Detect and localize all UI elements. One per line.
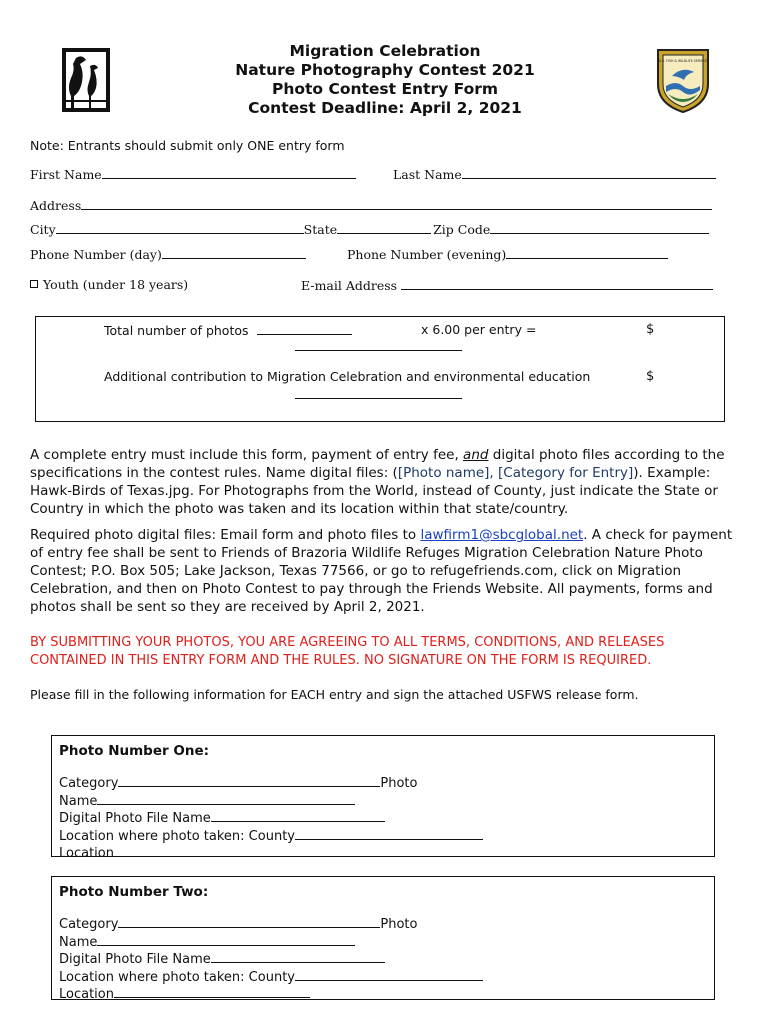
phone-day-label: Phone Number (day)	[30, 247, 162, 262]
contribution-dollar-sign: $	[646, 369, 655, 384]
title-line-1: Migration Celebration	[289, 42, 481, 60]
last-name-line[interactable]	[462, 166, 716, 179]
warning-line-1: BY SUBMITTING YOUR PHOTOS, YOU ARE AGREEING TO ALL TERMS, CONDITIONS, AND RELEASES	[30, 635, 665, 650]
email-line[interactable]	[401, 277, 713, 290]
entry-two-photo-label: Photo	[380, 917, 418, 932]
entry-one-fields	[59, 774, 709, 862]
entry-two-category-label: Category	[59, 917, 119, 932]
note-text: Note: Entrants should submit only ONE entry form	[30, 138, 345, 153]
entry-one-category-label: Category	[59, 776, 119, 791]
entry-two-county-line[interactable]	[295, 968, 483, 981]
last-name-field[interactable]	[393, 166, 716, 182]
p2-text-b: . A check for payment of entry fee shall be sent to Friends of Brazoria Wildlife Refuges Migration Celebration Nature Photo Contest; P.O. Box 505; Lake Jackson, Texas 77566, or go to refugefriends.com, click on Migration Celebration, and then on Photo Contest to pay through the Friends Website. All payments, forms and photos shall be sent so they are received by April 2, 2021.	[30, 527, 733, 615]
entry-one-file-label: Digital Photo File Name	[59, 811, 211, 826]
address-label: Address	[30, 198, 82, 213]
photo-entry-two	[51, 876, 715, 1000]
p2-text-a: Required photo digital files: Email form and photo files to	[30, 527, 421, 543]
usfws-logo-text: U.S. FISH & WILDLIFE SERVICE	[658, 59, 708, 63]
entry-two-county-label: Location where photo taken: County	[59, 969, 295, 985]
state-line[interactable]	[337, 221, 431, 234]
title-line-3: Photo Contest Entry Form	[271, 80, 499, 98]
entry-one-file-line[interactable]	[211, 809, 385, 822]
title-line-2: Nature Photography Contest 2021	[235, 61, 535, 79]
contribution-amount-line[interactable]	[295, 398, 462, 399]
entry-two-location-label: Location	[59, 987, 114, 1002]
p1-text-b: digital photo files according to the specifications in the contest rules. Name digital files: (	[30, 447, 725, 481]
fee-dollar-sign: $	[646, 322, 655, 337]
entry-one-name-line[interactable]	[97, 792, 355, 805]
first-name-label: First Name	[30, 167, 102, 182]
youth-checkbox[interactable]	[30, 280, 38, 288]
terms-warning	[30, 634, 750, 670]
entry-requirements-paragraph	[30, 446, 745, 518]
phone-day-field[interactable]	[30, 246, 306, 262]
entry-two-file-line[interactable]	[211, 950, 385, 963]
total-photos-row	[104, 322, 352, 338]
submission-paragraph	[30, 526, 745, 616]
address-field[interactable]	[30, 197, 712, 213]
entry-two-name-label: Name	[59, 934, 98, 950]
entry-one-location-line[interactable]	[114, 844, 310, 857]
last-name-label: Last Name	[393, 167, 462, 182]
warning-line-2: CONTAINED IN THIS ENTRY FORM AND THE RULES. NO SIGNATURE ON THE FORM IS REQUIRED.	[30, 653, 652, 668]
entry-two-heading: Photo Number Two:	[59, 884, 209, 900]
entry-two-file-label: Digital Photo File Name	[59, 952, 211, 967]
p1-text-a: A complete entry must include this form, payment of entry fee,	[30, 447, 464, 463]
address-line[interactable]	[81, 197, 712, 210]
entry-two-name-line[interactable]	[97, 933, 355, 946]
contribution-label: Additional contribution to Migration Celebration and environmental education	[104, 369, 591, 384]
zip-line[interactable]	[490, 221, 709, 234]
entry-one-location-label: Location	[59, 846, 114, 861]
entry-one-photo-label: Photo	[380, 776, 418, 791]
entry-two-category-line[interactable]	[118, 915, 380, 928]
total-photos-label: Total number of photos	[104, 323, 249, 338]
phone-evening-line[interactable]	[506, 246, 668, 259]
zip-label: Zip Code	[433, 222, 491, 237]
fee-total-line[interactable]	[295, 350, 462, 351]
entry-one-county-line[interactable]	[295, 827, 483, 840]
phone-evening-label: Phone Number (evening)	[347, 247, 507, 262]
entry-one-name-label: Name	[59, 793, 98, 809]
first-name-line[interactable]	[102, 166, 356, 179]
entry-one-category-line[interactable]	[118, 774, 380, 787]
fill-instruction: Please fill in the following information for EACH entry and sign the attached USFWS release form.	[30, 687, 639, 702]
city-line[interactable]	[56, 221, 304, 234]
title-line-4: Contest Deadline: April 2, 2021	[248, 99, 522, 117]
youth-checkbox-row[interactable]	[30, 277, 188, 292]
file-name-format: [Photo name], [Category for Entry]	[397, 465, 634, 481]
per-entry-label: x 6.00 per entry =	[421, 322, 537, 337]
email-label: E-mail Address	[301, 278, 398, 293]
city-state-zip-row	[30, 221, 709, 237]
entry-one-county-label: Location where photo taken: County	[59, 828, 295, 844]
total-photos-line[interactable]	[257, 322, 352, 335]
phone-evening-field[interactable]	[347, 246, 668, 262]
entry-two-location-line[interactable]	[114, 985, 310, 998]
entry-two-fields	[59, 915, 709, 1003]
phone-day-line[interactable]	[162, 246, 306, 259]
photo-entry-one	[51, 735, 715, 861]
p1-text-c: ). Example: Hawk-Birds of Texas.jpg. For Photographs from the World, instead of County, just indicate the State or Country in which the photo was taken and its location within that state/country.	[30, 465, 718, 517]
email-link[interactable]: lawfirm1@sbcglobal.net	[420, 527, 584, 543]
usfws-shield-logo	[654, 46, 712, 114]
first-name-field[interactable]	[30, 166, 356, 182]
entry-one-heading: Photo Number One:	[59, 743, 210, 759]
email-field[interactable]	[301, 277, 713, 293]
city-label: City	[30, 222, 56, 237]
state-label: State	[303, 222, 338, 237]
p1-and-emphasis: and	[463, 447, 489, 463]
youth-label: Youth (under 18 years)	[43, 277, 189, 292]
